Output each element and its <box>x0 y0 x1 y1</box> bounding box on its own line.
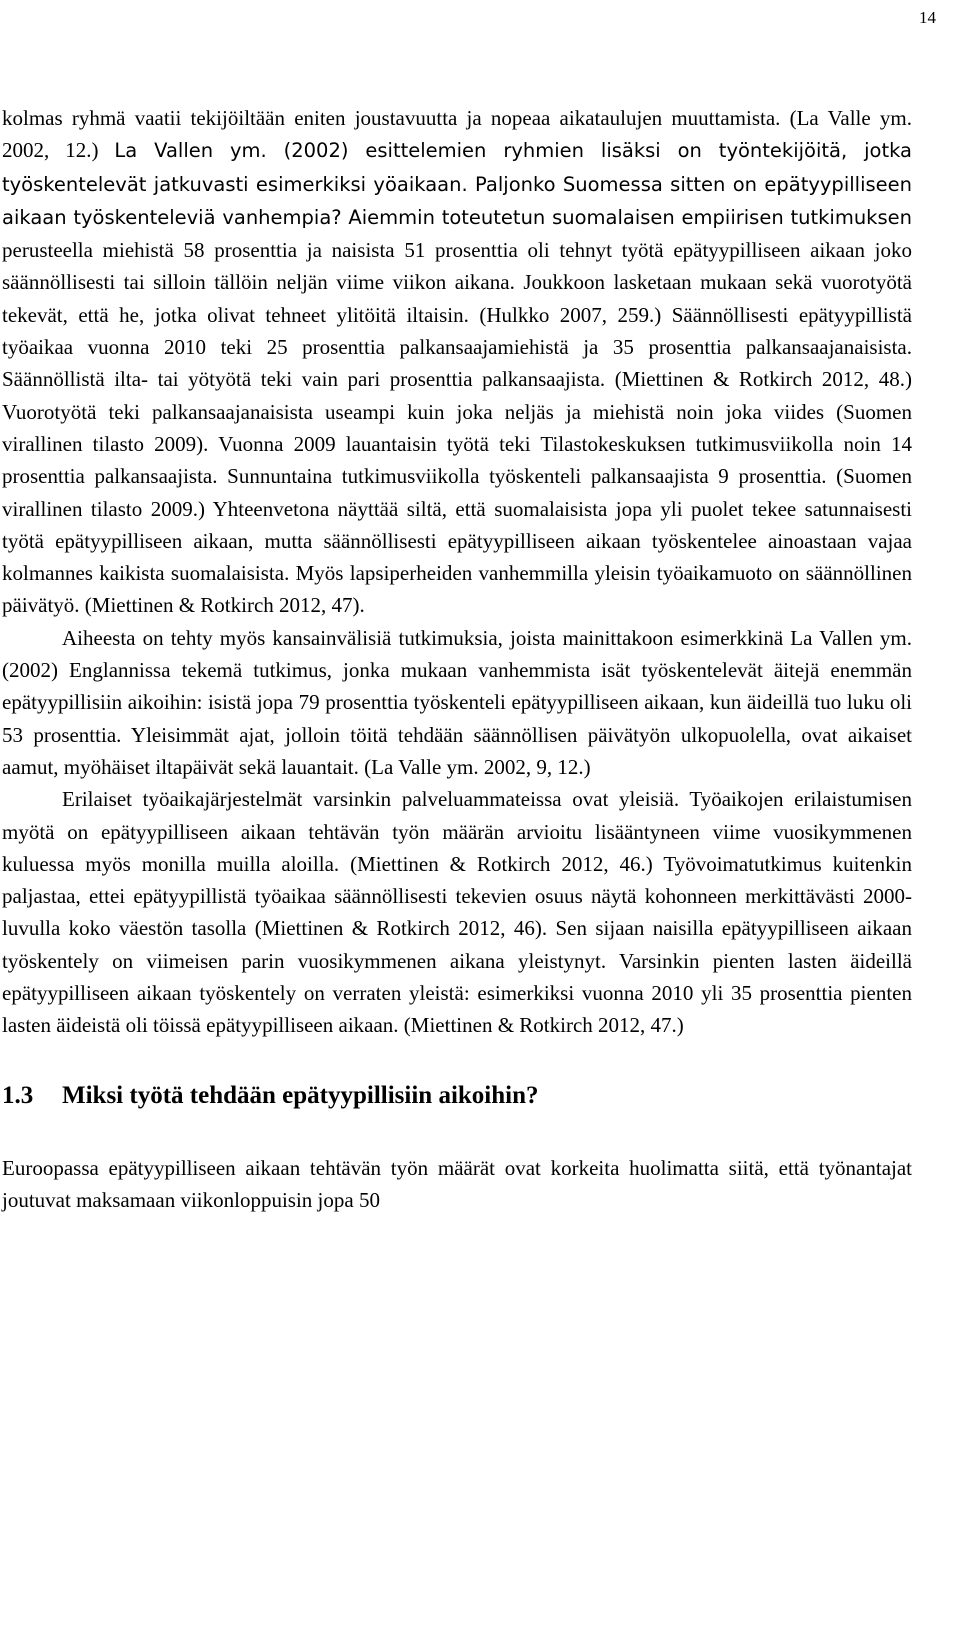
paragraph-1 <box>2 102 912 622</box>
page-number: 14 <box>919 8 936 27</box>
paragraph-2: Aiheesta on tehty myös kansainvälisiä tutkimuksia, joista mainittakoon esimerkkinä La Vallen ym. (2002) Englannissa tekemä tutkimus, jonka mukaan vanhemmista isät työskentelevät äitejä enemmän epätyypillisiin aikoihin: isistä jopa 79 prosenttia työskenteli epätyypilliseen aikaan, kun äideillä tuo luku oli 53 prosenttia. Yleisimmät ajat, jolloin töitä tehdään säännöllisen päivätyön ulkopuolella, ovat aikaiset aamut, myöhäiset iltapäivät sekä lauantait. (La Valle ym. 2002, 9, 12.) <box>2 625 912 779</box>
paragraph-1-text-a: kolmas ryhmä vaatii tekijöiltään eniten joustavuutta ja nopeaa aikataulujen muuttamista. (La Valle ym. 2002, 12.) <box>2 106 912 163</box>
section-number: 1.3 <box>2 1081 34 1109</box>
closing-paragraph: Euroopassa epätyypilliseen aikaan tehtävän työn määrät ovat korkeita huolimatta siitä, että työnantajat joutuvat maksamaan viikonloppuisin jopa 50 <box>2 1155 912 1212</box>
document-body <box>2 102 912 1216</box>
paragraph-1-text-b: perusteella miehistä 58 prosenttia ja naisista 51 prosenttia oli tehnyt työtä epätyypilliseen aikaan joko säännöllisesti tai silloin tällöin neljän viime viikon aikana. Joukkoon lasketaan mukaan sekä vuorotyötä tekevät, että he, jotka olivat tehneet ylitöitä iltaisin. (Hulkko 2007, 259.) Säännöllisesti epätyypillistä työaikaa vuonna 2010 teki 25 prosenttia palkansaajamiehistä ja 35 prosenttia palkansaajanaisista. Säännöllistä ilta- tai yötyötä teki vain pari prosenttia palkansaajista. (Miettinen & Rotkirch 2012, 48.) Vuorotyötä teki palkansaajanaisista useampi kuin joka neljäs ja miehistä noin joka viides (Suomen virallinen tilasto 2009). Vuonna 2009 lauantaisin työtä teki Tilastokeskuksen tutkimusviikolla noin 14 prosenttia palkansaajista. Sunnuntaina tutkimusviikolla työskenteli palkansaajista 9 prosenttia. (Suomen virallinen tilasto 2009.) Yhteenvetona näyttää siltä, että suomalaisista jopa yli puolet tekee satunnaisesti työtä epätyypilliseen aikaan, mutta säännöllisesti epätyypilliseen aikaan työskentelee ainoastaan vajaa kolmannes kaikista suomalaisista. Myös lapsiperheiden vanhemmilla yleisin työaikamuoto on säännöllinen päivätyö. (Miettinen & Rotkirch 2012, 47). <box>2 238 912 618</box>
paragraph-3: Erilaiset työaikajärjestelmät varsinkin palveluammateissa ovat yleisiä. Työaikojen erilaistumisen myötä on epätyypilliseen aikaan tehtävän työn määrän arvioitu lisääntyneen viime vuosikymmenen kuluessa myös monilla muilla aloilla. (Miettinen & Rotkirch 2012, 46.) Työvoimatutkimus kuitenkin paljastaa, ettei epätyypillistä työaikaa säännöllisesti tekevien osuus näytä kohonneen merkittävästi 2000-luvulla koko väestön tasolla (Miettinen & Rotkirch 2012, 46). Sen sijaan naisilla epätyypilliseen aikaan työskentely on viimeisen parin vuosikymmenen aikana yleistynyt. Varsinkin pienten lasten äideillä epätyypilliseen aikaan työskentely on verraten yleistä: esimerkiksi vuonna 2010 yli 35 prosenttia pienten lasten äideistä oli töissä epätyypilliseen aikaan. (Miettinen & Rotkirch 2012, 47.) <box>2 787 912 1038</box>
section-title: Miksi työtä tehdään epätyypillisiin aikoihin? <box>62 1081 539 1109</box>
section-heading <box>2 1078 912 1114</box>
paragraph-1-text-sans: La Vallen ym. (2002) esittelemien ryhmien lisäksi on työntekijöitä, jotka työskentelevät jatkuvasti esimerkiksi yöaikaan. Paljonko Suomessa sitten on epätyypilliseen aikaan työskenteleviä vanhempia? Aiemmin toteutetun suomalaisen empiirisen tutkimuksen <box>2 139 912 229</box>
